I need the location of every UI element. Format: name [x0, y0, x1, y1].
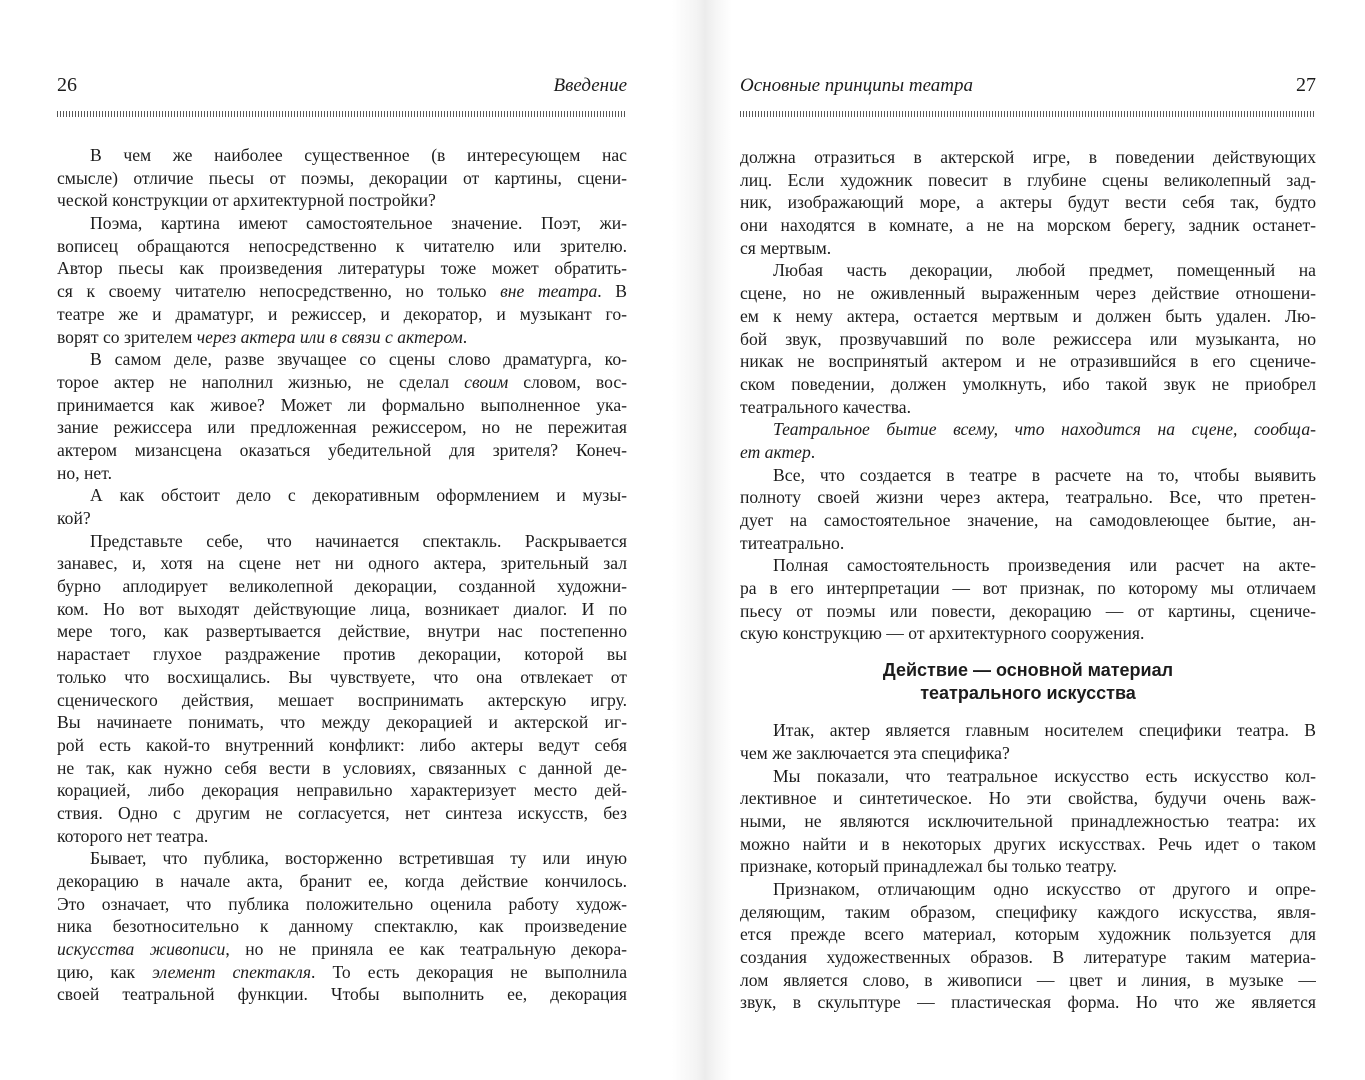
text-line: чем же заключается эта специфика? [740, 742, 1010, 763]
text-line: лиц. Если художник повесит в глубине сцены великолепный зад- [740, 169, 1316, 190]
text-line: бой звук, прозвучавший по воле режиссера или музыканта, но [740, 328, 1316, 349]
section-heading-line-2: театрального искусства [920, 683, 1136, 704]
text-line: актером мизансцена оказаться убедительной для зрителя? Конеч- [57, 439, 627, 460]
text-line: создания художественных образов. В литературе таким материа- [740, 947, 1316, 967]
text-line: зание режиссера или предложенная режиссером, но не пережитая [57, 417, 627, 438]
text-line: торое актер не наполнил жизнью, не сделал своим словом, вос- [57, 371, 627, 392]
text-line: искусства живописи, но не приняла ее как театральную декора- [57, 939, 627, 960]
text-line: смысле) отличие пьесы от поэмы, декорации от картины, сцени- [57, 167, 627, 188]
right-running-title: Основные принципы театра [740, 75, 973, 96]
book-gutter [672, 0, 732, 1080]
text-line: Все, что создается в театре в расчете на то, чтобы выявить [773, 464, 1316, 485]
text-line: ется прежде всего материал, которым художник пользуется для [740, 924, 1316, 945]
right-body-before-heading [740, 146, 1316, 645]
text-line: Любая часть декорации, любой предмет, помещенный на [773, 260, 1316, 281]
text-line: признаке, который принадлежал бы только театру. [740, 856, 1117, 877]
text-line: Представьте себе, что начинается спектакль. Раскрывается [90, 530, 627, 551]
text-line: звук, в скульптуре — пластическая форма. Но что же является [740, 992, 1316, 1013]
text-line: занавес, и, хотя на сцене нет ни одного актера, зрительный зал [57, 553, 627, 574]
text-line: не так, как нужно себя вести в условиях, связанных с данной де- [57, 757, 627, 778]
text-line: ра в его интерпретации — вот признак, по которому мы отличаем [740, 578, 1316, 599]
text-line: ся мертвым. [740, 237, 832, 258]
text-line: корацией, либо декорация неправильно характеризует место дей- [57, 780, 627, 801]
text-line: только что восхищались. Вы чувствуете, что она отвлекает от [57, 666, 627, 687]
left-body-text [57, 144, 627, 1006]
text-line: Признаком, отличающим одно искусство от другого и опре- [773, 878, 1316, 899]
text-line: ком. Но вот выходят действующие лица, возникает диалог. И по [57, 598, 627, 619]
text-line: дует на самостоятельное значение, на самодовлеющее бытие, ан- [740, 510, 1316, 530]
text-line: Поэма, картина имеют самостоятельное значение. Поэт, жи- [90, 213, 627, 234]
text-line: должна отразиться в актерской игре, в поведении действующих [740, 147, 1316, 167]
text-line: ся к своему читателю непосредственно, но только вне театра. В [57, 281, 627, 302]
text-line: Бывает, что публика, восторженно встретившая ту или иную [90, 848, 627, 869]
text-line: театрального качества. [740, 396, 911, 417]
left-running-title: Введение [553, 75, 627, 96]
right-body-after-heading [740, 719, 1316, 1014]
text-line: ворят со зрителем через актера или в связи с актером. [57, 326, 468, 347]
text-line: Итак, актер является главным носителем специфики театра. В [773, 720, 1316, 741]
text-line: цию, как элемент спектакля. То есть декорация не выполнила [57, 961, 627, 982]
text-line: ными, не являются исключительной принадлежностью театра: их [740, 810, 1316, 831]
text-line: принимается как живое? Может ли формально выполненное ука- [57, 394, 627, 415]
section-heading [740, 659, 1316, 705]
left-header-rule [57, 111, 627, 117]
text-line: Вы начинаете понимать, что между декорацией и актерской иг- [57, 712, 627, 733]
text-line: Автор пьесы как произведения литературы тоже может обратить- [57, 258, 627, 279]
text-line: сценического действия, мешает воспринимать актерскую игру. [57, 689, 627, 710]
text-line: В чем же наиболее существенное (в интересующем нас [90, 145, 627, 165]
text-line: полноту своей жизни через актера, театрально. Все, что претен- [740, 487, 1316, 508]
text-line: рой есть какой-то внутренний конфликт: либо актеры ведут себя [57, 734, 627, 755]
text-line: мере того, как развертывается действие, внутри нас постепенно [57, 621, 627, 642]
text-line: А как обстоит дело с декоративным оформлением и музы- [90, 485, 627, 506]
text-line: Полная самостоятельность произведения или расчет на акте- [773, 555, 1316, 576]
text-line: они находятся в комнате, а не на морском берегу, задник останет- [740, 215, 1316, 236]
text-line: ет актер. [740, 441, 816, 462]
text-line: лом является слово, в живописи — цвет и линия, в музыке — [740, 969, 1316, 990]
text-line: Театральное бытие всему, что находится на сцене, сообща- [773, 419, 1316, 440]
text-line: В самом деле, разве звучащее со сцены слово драматурга, ко- [90, 349, 627, 370]
text-line: но, нет. [57, 462, 112, 483]
text-line: ника безотносительно к данному спектаклю, как произведение [57, 916, 627, 937]
text-line: нарастает глухое раздражение против декорации, которой вы [57, 644, 627, 665]
text-line: вописец обращаются непосредственно к читателю или зрителю. [57, 235, 627, 256]
text-line: ем к нему актера, остается мертвым и должен быть удален. Лю- [740, 305, 1316, 326]
text-line: кой? [57, 508, 91, 528]
text-line: лективное и синтетическое. Но эти свойства, будучи очень важ- [740, 788, 1316, 809]
text-line: декорацию в начале акта, бранит ее, когда действие кончилось. [57, 871, 627, 891]
right-page [740, 0, 1316, 1080]
text-line: ствия. Одно с другим не согласуется, нет синтеза искусств, без [57, 802, 627, 823]
text-line: можно найти и в некоторых других искусствах. Речь идет о таком [740, 833, 1316, 854]
text-line: театре же и драматург, и режиссер, и декоратор, и музыкант го- [57, 303, 627, 324]
text-line: титеатрально. [740, 532, 845, 553]
text-line: ник, изображающий море, а актеры будут вести себя так, будто [740, 192, 1316, 213]
text-line: пьесу от поэмы или повести, декорацию — от картины, сцениче- [740, 600, 1316, 621]
text-line: деляющим, таким образом, специфику каждого искусства, явля- [740, 901, 1316, 922]
left-page-number: 26 [57, 74, 77, 96]
text-line: ском поведении, должен умолкнуть, ибо такой звук не приобрел [740, 373, 1316, 394]
right-page-number: 27 [1296, 74, 1316, 96]
left-page-header [57, 74, 627, 102]
section-heading-line-1: Действие — основной материал [882, 660, 1174, 681]
right-page-header [740, 74, 1316, 102]
text-line: сцене, но не оживленный выраженным через действие отношени- [740, 283, 1316, 304]
text-line: которого нет театра. [57, 825, 209, 846]
text-line: Мы показали, что театральное искусство есть искусство кол- [773, 765, 1316, 786]
text-line: никак не воспринятый актером и не отразившийся в его сцениче- [740, 351, 1316, 372]
right-header-rule [740, 111, 1316, 117]
text-line: ческой конструкции от архитектурной постройки? [57, 190, 436, 211]
text-line: скую конструкцию — от архитектурного сооружения. [740, 623, 1145, 644]
text-line: бурно аплодирует великолепной декорации, созданной художни- [57, 576, 627, 597]
text-line: Это означает, что публика положительно оценила работу худож- [57, 893, 627, 914]
right-body-text [740, 146, 1316, 1014]
text-line: своей театральной функции. Чтобы выполнить ее, декорация [57, 984, 627, 1005]
left-page [57, 0, 627, 1080]
